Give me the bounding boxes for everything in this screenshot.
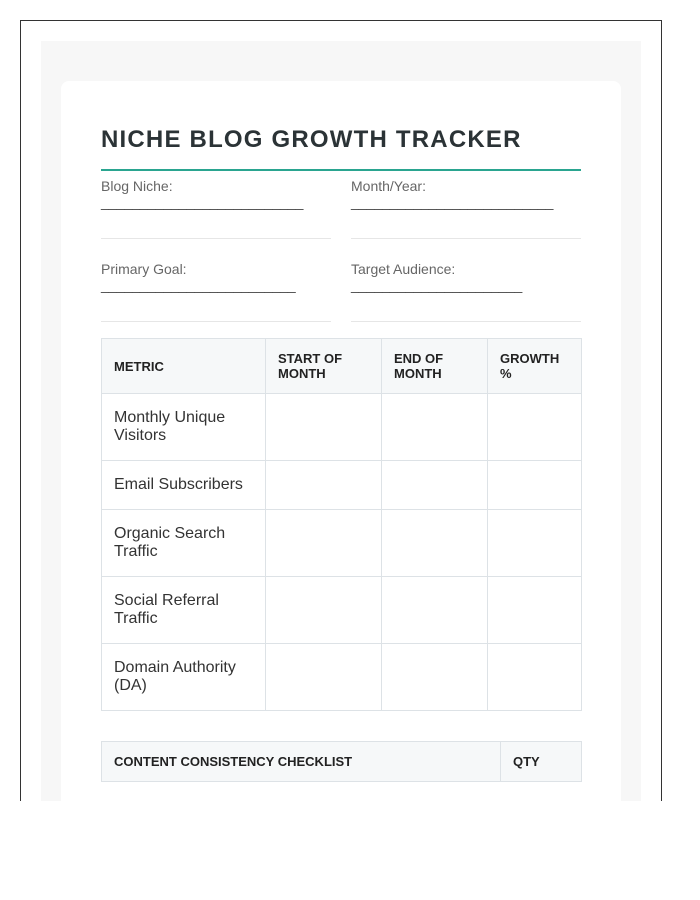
start-cell[interactable] bbox=[266, 644, 382, 711]
field-label: Blog Niche: bbox=[101, 178, 173, 194]
month-year-field[interactable] bbox=[351, 178, 581, 239]
table-row bbox=[102, 461, 582, 510]
page-title: NICHE BLOG GROWTH TRACKER bbox=[101, 126, 522, 153]
field-label: Target Audience: bbox=[351, 261, 456, 277]
blog-niche-field[interactable] bbox=[101, 178, 331, 239]
tracker-card bbox=[61, 81, 621, 801]
header-start-of-month: START OF MONTH bbox=[266, 339, 382, 394]
table-row bbox=[102, 394, 582, 461]
growth-cell[interactable] bbox=[488, 644, 582, 711]
page-frame bbox=[20, 20, 662, 801]
header-metric: METRIC bbox=[102, 339, 266, 394]
field-blank-line[interactable]: _________________________ bbox=[101, 277, 296, 293]
field-label: Primary Goal: bbox=[101, 261, 187, 277]
primary-goal-field[interactable] bbox=[101, 261, 331, 322]
header-growth: GROWTH % bbox=[488, 339, 582, 394]
table-row bbox=[102, 510, 582, 577]
field-label: Month/Year: bbox=[351, 178, 426, 194]
header-content-checklist: CONTENT CONSISTENCY CHECKLIST bbox=[102, 742, 501, 782]
table-header-row bbox=[102, 742, 582, 782]
field-blank-line[interactable]: ______________________ bbox=[351, 277, 523, 293]
start-cell[interactable] bbox=[266, 577, 382, 644]
start-cell[interactable] bbox=[266, 461, 382, 510]
metric-name: Email Subscribers bbox=[102, 461, 266, 510]
start-cell[interactable] bbox=[266, 510, 382, 577]
end-cell[interactable] bbox=[382, 394, 488, 461]
metric-name: Domain Authority (DA) bbox=[102, 644, 266, 711]
header-end-of-month: END OF MONTH bbox=[382, 339, 488, 394]
end-cell[interactable] bbox=[382, 577, 488, 644]
page-background bbox=[41, 41, 641, 801]
table-row bbox=[102, 577, 582, 644]
growth-cell[interactable] bbox=[488, 461, 582, 510]
table-row bbox=[102, 644, 582, 711]
metrics-table bbox=[101, 338, 582, 711]
title-divider bbox=[101, 169, 581, 171]
header-qty: QTY bbox=[501, 742, 582, 782]
target-audience-field[interactable] bbox=[351, 261, 581, 322]
end-cell[interactable] bbox=[382, 644, 488, 711]
start-cell[interactable] bbox=[266, 394, 382, 461]
checklist-table bbox=[101, 741, 582, 782]
growth-cell[interactable] bbox=[488, 577, 582, 644]
field-blank-line[interactable]: __________________________ bbox=[351, 194, 554, 210]
end-cell[interactable] bbox=[382, 510, 488, 577]
metric-name: Organic Search Traffic bbox=[102, 510, 266, 577]
metric-name: Monthly Unique Visitors bbox=[102, 394, 266, 461]
end-cell[interactable] bbox=[382, 461, 488, 510]
table-header-row bbox=[102, 339, 582, 394]
metric-name: Social Referral Traffic bbox=[102, 577, 266, 644]
growth-cell[interactable] bbox=[488, 394, 582, 461]
growth-cell[interactable] bbox=[488, 510, 582, 577]
field-blank-line[interactable]: __________________________ bbox=[101, 194, 304, 210]
